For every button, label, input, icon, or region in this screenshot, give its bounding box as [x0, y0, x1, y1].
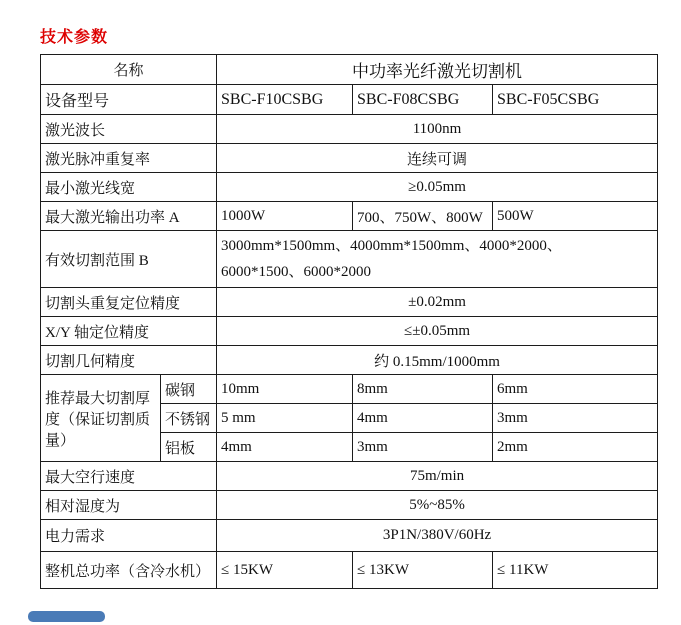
- cell-model-label: 设备型号: [41, 85, 217, 115]
- row-thickness-carbon-steel: [41, 375, 658, 404]
- cell-geometric-accuracy-value: 约 0.15mm/1000mm: [217, 346, 658, 375]
- cell-max-travel-speed-label: 最大空行速度: [41, 462, 217, 491]
- cell-stainless-steel-3: 3mm: [493, 404, 658, 433]
- row-total-power: [41, 552, 658, 589]
- row-repeat-accuracy: [41, 288, 658, 317]
- cell-carbon-steel-3: 6mm: [493, 375, 658, 404]
- cell-relative-humidity-value: 5%~85%: [217, 491, 658, 520]
- cell-max-thickness-label: 推荐最大切割厚度（保证切割质量）: [41, 375, 161, 462]
- cell-model-1: SBC-F10CSBG: [217, 85, 353, 115]
- row-xy-accuracy: [41, 317, 658, 346]
- cell-power-requirement-label: 电力需求: [41, 520, 217, 552]
- cell-max-output-power-2: 700、750W、800W: [353, 202, 493, 231]
- cell-xy-accuracy-value: ≤±0.05mm: [217, 317, 658, 346]
- cell-max-output-power-1: 1000W: [217, 202, 353, 231]
- cell-pulse-rate-label: 激光脉冲重复率: [41, 144, 217, 173]
- cell-material-carbon-steel: 碳钢: [161, 375, 217, 404]
- cell-model-2: SBC-F08CSBG: [353, 85, 493, 115]
- cell-total-power-1: ≤ 15KW: [217, 552, 353, 589]
- row-model: [41, 85, 658, 115]
- cell-model-3: SBC-F05CSBG: [493, 85, 658, 115]
- row-power-requirement: [41, 520, 658, 552]
- cell-min-linewidth-value: ≥0.05mm: [217, 173, 658, 202]
- row-cutting-range: [41, 231, 658, 288]
- cell-stainless-steel-1: 5 mm: [217, 404, 353, 433]
- cell-total-power-3: ≤ 11KW: [493, 552, 658, 589]
- cell-max-output-power-3: 500W: [493, 202, 658, 231]
- cell-carbon-steel-1: 10mm: [217, 375, 353, 404]
- cell-cutting-range-label: 有效切割范围 B: [41, 231, 217, 288]
- row-pulse-rate: [41, 144, 658, 173]
- spec-page: [40, 24, 658, 589]
- cell-aluminum-3: 2mm: [493, 433, 658, 462]
- horizontal-scrollbar-thumb[interactable]: [28, 611, 105, 622]
- cell-max-travel-speed-value: 75m/min: [217, 462, 658, 491]
- cell-aluminum-1: 4mm: [217, 433, 353, 462]
- row-max-output-power: [41, 202, 658, 231]
- row-min-linewidth: [41, 173, 658, 202]
- cell-geometric-accuracy-label: 切割几何精度: [41, 346, 217, 375]
- cell-repeat-accuracy-value: ±0.02mm: [217, 288, 658, 317]
- cell-repeat-accuracy-label: 切割头重复定位精度: [41, 288, 217, 317]
- cell-power-requirement-value: 3P1N/380V/60Hz: [217, 520, 658, 552]
- cell-wavelength-label: 激光波长: [41, 115, 217, 144]
- row-name: [41, 55, 658, 85]
- row-wavelength: [41, 115, 658, 144]
- cell-carbon-steel-2: 8mm: [353, 375, 493, 404]
- cell-aluminum-2: 3mm: [353, 433, 493, 462]
- cell-xy-accuracy-label: X/Y 轴定位精度: [41, 317, 217, 346]
- cell-material-aluminum: 铝板: [161, 433, 217, 462]
- cell-pulse-rate-value: 连续可调: [217, 144, 658, 173]
- row-max-travel-speed: [41, 462, 658, 491]
- cell-total-power-2: ≤ 13KW: [353, 552, 493, 589]
- cell-wavelength-value: 1100nm: [217, 115, 658, 144]
- row-relative-humidity: [41, 491, 658, 520]
- cutting-range-line1: 3000mm*1500mm、4000mm*1500mm、4000*2000、: [221, 238, 562, 254]
- cell-max-output-power-label: 最大激光输出功率 A: [41, 202, 217, 231]
- cell-name-label: 名称: [41, 55, 217, 85]
- cell-cutting-range-value: [217, 231, 658, 288]
- cell-stainless-steel-2: 4mm: [353, 404, 493, 433]
- spec-table: [40, 54, 658, 589]
- cell-relative-humidity-label: 相对湿度为: [41, 491, 217, 520]
- cell-total-power-label: 整机总功率（含冷水机）: [41, 552, 217, 589]
- row-geometric-accuracy: [41, 346, 658, 375]
- section-title: 技术参数: [40, 29, 109, 46]
- cell-min-linewidth-label: 最小激光线宽: [41, 173, 217, 202]
- cell-material-stainless-steel: 不锈钢: [161, 404, 217, 433]
- cell-product-name: 中功率光纤激光切割机: [217, 55, 658, 85]
- cutting-range-line2: 6000*1500、6000*2000: [221, 264, 372, 280]
